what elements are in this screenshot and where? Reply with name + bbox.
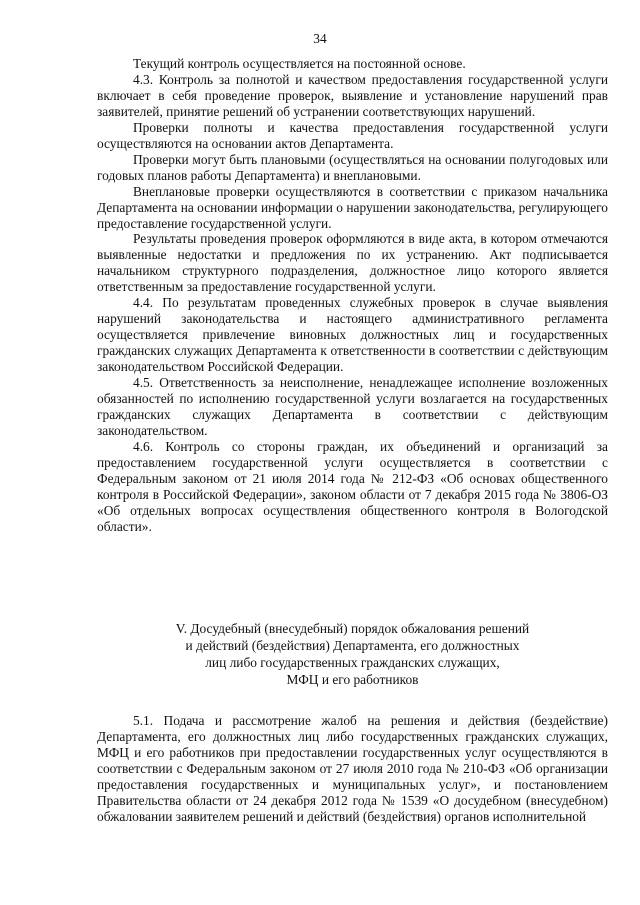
paragraph: Проверки могут быть плановыми (осуществляться на основании полугодовых или годовых планов работы Департамента) и внеплановыми.	[97, 151, 608, 183]
heading-line: и действий (бездействия) Департамента, его должностных	[185, 638, 520, 653]
paragraph: Проверки полноты и качества предоставления государственной услуги осуществляются на основании актов Департамента.	[97, 119, 608, 151]
section-5-body	[97, 713, 608, 825]
page-number: 34	[313, 31, 327, 46]
paragraph: Результаты проведения проверок оформляются в виде акта, в котором отмечаются выявленные недостатки и предложения по их устранению. Акт подписывается начальником структурного подразделения, должностное лицо которого является ответственным за предоставление государственной услуги.	[97, 231, 608, 295]
paragraph: Текущий контроль осуществляется на постоянной основе.	[133, 56, 466, 71]
heading-line: лиц либо государственных гражданских служащих,	[205, 655, 500, 670]
paragraph: 5.1. Подача и рассмотрение жалоб на решения и действия (бездействие) Департамента, его должностных лиц либо государственных гражданских служащих, МФЦ и его работников при предоставлении государственных услуг осуществляются в соответствии с Федеральным законом от 27 июля 2010 года № 210-ФЗ «Об организации предоставления государственных и муниципальных услуг», и постановлением Правительства области от 24 декабря 2012 года № 1539 «О досудебном (внесудебном) обжаловании заявителем решений и действий (бездействия) органов исполнительной	[97, 713, 608, 824]
section-4-body	[97, 56, 608, 535]
heading-line: МФЦ и его работников	[286, 672, 419, 687]
paragraph: 4.3. Контроль за полнотой и качеством предоставления государственной услуги включает в себя проведение проверок, выявление и установление нарушений прав заявителей, принятие решений об устранении соответствующих нарушений.	[97, 71, 608, 119]
paragraph: Внеплановые проверки осуществляются в соответствии с приказом начальника Департамента на основании информации о нарушении законодательства, регулирующего предоставление государственной услуги.	[97, 183, 608, 231]
heading-line: V. Досудебный (внесудебный) порядок обжалования решений	[175, 621, 530, 636]
section-heading	[97, 620, 608, 688]
paragraph: 4.4. По результатам проведенных служебных проверок в случае выявления нарушений законодательства и настоящего административного регламента осуществляется привлечение виновных должностных лиц и государственных гражданских служащих Департамента к ответственности в соответствии с действующим законодательством Российской Федерации.	[97, 295, 608, 375]
paragraph: 4.5. Ответственность за неисполнение, ненадлежащее исполнение возложенных обязанностей по исполнению государственной услуги возлагается на государственных гражданских служащих Департамента в соответствии с действующим законодательством.	[97, 375, 608, 438]
paragraph: 4.6. Контроль со стороны граждан, их объединений и организаций за предоставлением государственной услуги осуществляется в соответствии с Федеральным законом от 21 июля 2014 года № 212-ФЗ «Об основах общественного контроля в Российской Федерации», законом области от 7 декабря 2015 года № 3806-ОЗ «Об отдельных вопросах осуществления общественного контроля в Вологодской области».	[97, 438, 608, 534]
